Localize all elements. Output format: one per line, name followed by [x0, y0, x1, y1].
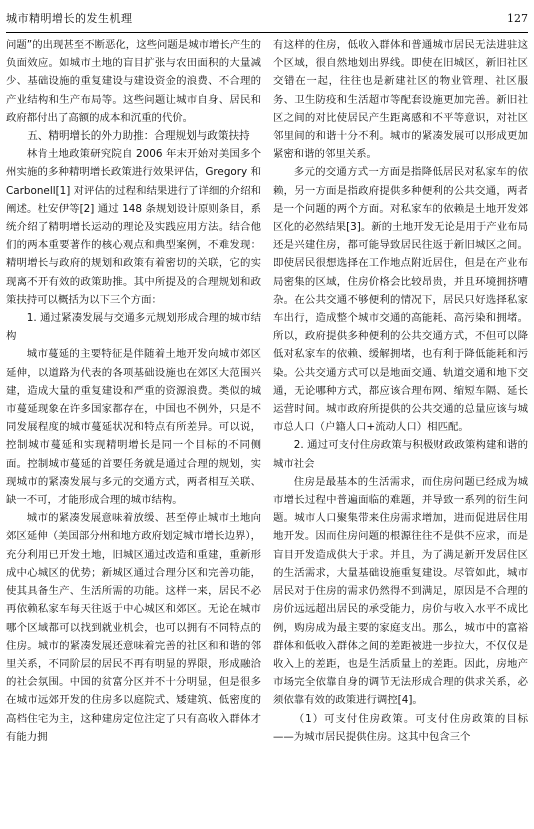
page-header: [6, 4, 528, 32]
paragraph: 有这样的住房，低收入群体和普通城市居民无法进驻这个区域，很自然地划出界线。即使在旧城区，新旧社区交错在一起，往往也是新建社区的物业管理、社区服务、卫生防疫和生活超市等配套设施更加完善。新旧社区之间的对比使居民产生距离感和不平等意识，对社区邻里间的和谐十分不利。城市的紧凑发展可以形成更加紧密和谐的邻里关系。: [273, 39, 528, 161]
subsection-heading: 1. 通过紧凑发展与交通多元规划形成合理的城市结构: [6, 312, 261, 343]
paragraph: 多元的交通方式一方面是指降低居民对私家车的依赖，另一方面是指政府提供多种便利的公共交通，两者是一个问题的两个方面。对私家车的依赖是土地开发郊区化的必然结果[3]。新的土地开发无论是用于产业布局还是兴建住房，都可能导致居民往返于新旧城区之间。即使居民很想选择在工作地点附近居住，但是在产业布局密集的区域，住房价格会比较昂贵，并且环境拥挤嘈杂。在公共交通不够便利的情况下，居民只好选择私家车出行，造成整个城市交通的高能耗、高污染和拥堵。所以，政府提供多种便利的公共交通方式，不但可以降低对私家车的依赖、缓解拥堵，也有利于降低能耗和污染。公共交通方式可以是地面交通、轨道交通和地下交通，无论哪种方式，都应该合理布网、缩短车隔、延长运营时间。城市政府所提供的公共交通的总量应该与城市总人口（户籍人口+流动人口）相匹配。: [273, 166, 528, 434]
running-title: 城市精明增长的发生机理: [6, 12, 133, 25]
paragraph: 住房是最基本的生活需求，而住房问题已经成为城市增长过程中普遍面临的难题，并导致一系列的衍生问题。城市人口聚集带来住房需求增加，进而促进居住用地开发。因而住房问题的根源往往不是供不应求，而是盲目开发造成供大于求。并且，为了满足新开发居住区的生活需求，大量基础设施重复建设。尽管如此，城市居民对于住房的需求仍然得不到满足，原因是不合理的房价远远超出居民的承受能力，房价与收入水平不成比例，购房成为最主要的家庭支出。那么，城市中的富裕群体和低收入群体之间的差距被进一步拉大，不仅仅是收入上的差距，也是生活质量上的差距。因此，房地产市场完全依靠自身的调节无法形成合理的供求关系，必须依靠有效的政策进行调控[4]。: [273, 475, 528, 707]
paragraph: 问题”的出现甚至不断恶化，这些问题是城市增长产生的负面效应。如城市土地的盲目扩张与农田面积的大量减少、基础设施的重复建设与建设资金的浪费、不合理的产业结构和生产布局等。这些问题让城市自身、居民和政府都付出了高额的成本和沉重的代价。: [6, 39, 261, 124]
paragraph: （1）可支付住房政策。可支付住房政策的目标——为城市居民提供住房。这其中包含三个: [273, 712, 528, 743]
right-column: [273, 36, 528, 823]
paragraph: 林肯土地政策研究院自 2006 年末开始对美国多个州实施的多种精明增长政策进行效果评估，Gregory 和 Carbonell[1] 对评估的过程和结果进行了详细的介绍和阐述。杜安伊等[2] 通过 148 条规划设计原则条目，系统介绍了精明增长运动的理论及实践应用方法。结合他们的两本重要著作的核心观点和典型案例，不难发现：精明增长与政府的规划和政策有着密切的关联，它的实现离不开有效的政策助推。其中所提及的合理规划和政策扶持可以概括为以下三个方面：: [6, 148, 261, 306]
paragraph: 城市蔓延的主要特征是伴随着土地开发向城市郊区延伸，以道路为代表的各项基础设施也在郊区大范围兴建，造成大量的重复建设和严重的资源浪费。类似的城市蔓延现象在许多国家都存在，中国也不例外，只是不同发展程度的城市蔓延状况和特点有所差异。可以说，控制城市蔓延和实现精明增长是同一个目标的不同侧面。控制城市蔓延的首要任务就是通过合理的规划，实现城市的紧凑发展与多元的交通方式，两者相互关联、缺一不可，才能形成合理的城市结构。: [6, 348, 261, 507]
header-rule: [6, 32, 528, 33]
paragraph: 城市的紧凑发展意味着放缓、甚至停止城市土地向郊区延伸（美国部分州和地方政府划定城市增长边界），充分利用已开发土地，旧城区通过改造和重建，重新形成中心城区的优势；新城区通过合理分区和完善功能，使其具备生产、生活所需的功能。这样一来，居民不必再依赖私家车每天往返于中心城区和郊区。无论在城市哪个区域都可以找到就业机会，也可以拥有不同特点的住房。城市的紧凑发展还意味着完善的社区和和谐的邻里关系，不同阶层的居民不再有明显的界限，形成融洽的社会氛围。中国的贫富分区并不十分明显，但是很多在城市远郊开发的住房多以庭院式、矮建筑、低密度的高档住宅为主，这种建房定位注定了只有高收入群体才有能力拥: [6, 512, 261, 743]
body-columns: [6, 36, 528, 823]
section-heading: 五、精明增长的外力助推：合理规划与政策扶持: [27, 130, 250, 143]
left-column: [6, 36, 261, 823]
page-number: 127: [507, 11, 528, 25]
subsection-heading: 2. 通过可支付住房政策与积极财政政策构建和谐的城市社会: [273, 439, 528, 470]
